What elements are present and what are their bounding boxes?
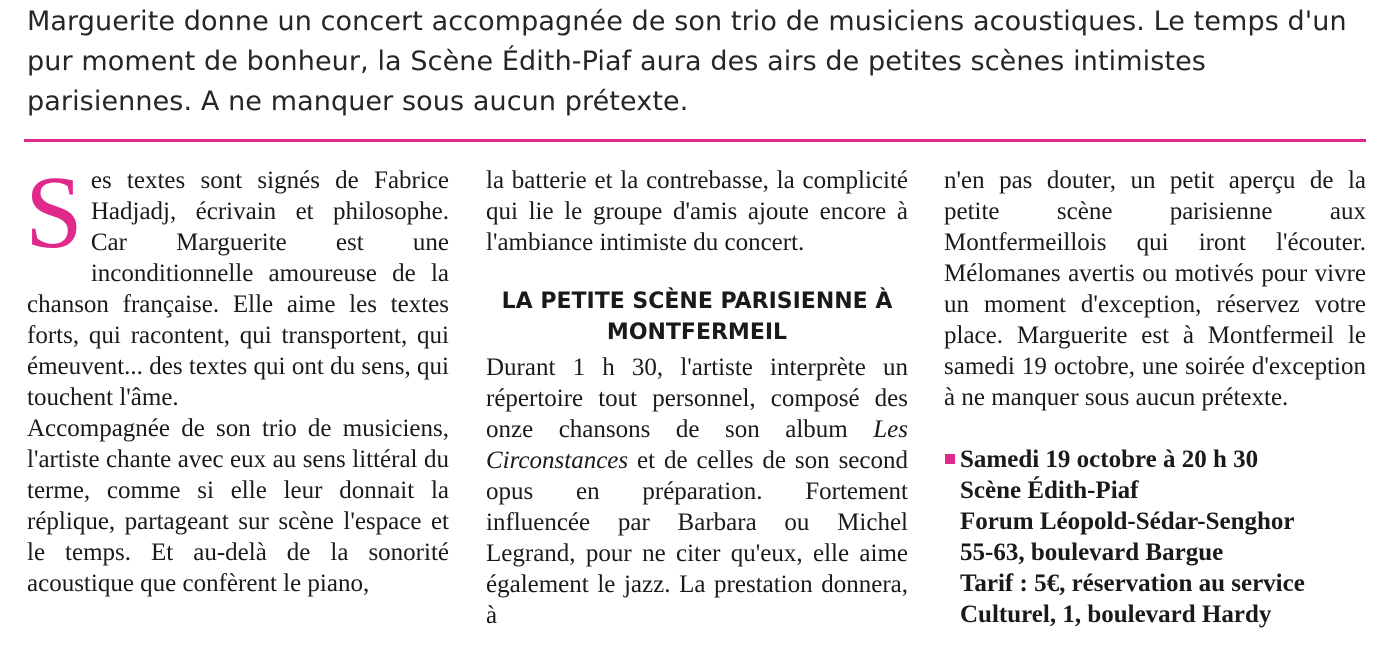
article-lead: Marguerite donne un concert accompagnée de son trio de musiciens acoustiques. Le temps d'un pur moment de bonheur, la Scène Édith-Piaf aura des airs de petites scènes intimistes parisiennes. A ne manquer sous aucun prétexte.: [27, 6, 1347, 117]
event-reservation-address: Culturel, 1, boulevard Hardy: [960, 601, 1272, 628]
pink-divider: [24, 139, 1366, 142]
paragraph: la batterie et la contrebasse, la complicité qui lie le groupe d'amis ajoute encore à l'ambiance intimiste du concert.: [486, 167, 908, 256]
paragraph-text: et de celles de son second opus en préparation. Fortement influencée par Barbara ou Michel Legrand, pour ne citer qu'eux, elle aime également le jazz. La prestation donnera, à: [486, 447, 908, 629]
square-bullet-icon: [945, 454, 955, 464]
paragraph: [486, 352, 908, 631]
album-title: Les Circonstances: [486, 416, 908, 474]
event-date: Samedi 19 octobre à 20 h 30: [960, 446, 1259, 473]
paragraph: n'en pas douter, un petit aperçu de la petite scène parisienne aux Montfermeillois qui iront l'écouter. Mélomanes avertis ou motivés pour vivre un moment d'exception, réservez votre place. Marguerite est à Montfermeil le samedi 19 octobre, une soirée d'exception à ne manquer sous aucun prétexte.: [944, 167, 1366, 411]
paragraph: es textes sont signés de Fabrice Hadjadj, écrivain et philosophe. Car Marguerite est une inconditionnelle amoureuse de la chanson française. Elle aime les textes forts, qui racontent, qui transportent, qui émeuvent... des textes qui ont du sens, qui touchent l'âme.: [27, 167, 449, 411]
event-venue-forum: Forum Léopold-Sédar-Senghor: [960, 508, 1295, 535]
column-2: [486, 165, 908, 631]
column-3: [944, 165, 1366, 630]
paragraph: Accompagnée de son trio de musiciens, l'artiste chante avec eux au sens littéral du terme, comme si elle leur donnait la réplique, partageant sur scène l'espace et le temps. Et au-delà de la sonorité acoustique que confèrent le piano,: [27, 415, 449, 597]
paragraph-text: Durant 1 h 30, l'artiste interprète un répertoire tout personnel, composé des onze chansons de son album: [486, 354, 908, 443]
event-price: Tarif : 5€, réservation au service: [960, 570, 1305, 597]
section-heading: LA PETITE SCÈNE PARISIENNE À MONTFERMEIL: [501, 289, 893, 345]
column-1: [25, 155, 449, 599]
event-venue: Scène Édith-Piaf: [960, 477, 1139, 504]
event-info-box: [944, 444, 1366, 630]
drop-cap: S: [25, 155, 83, 270]
event-address: 55-63, boulevard Bargue: [960, 539, 1224, 566]
